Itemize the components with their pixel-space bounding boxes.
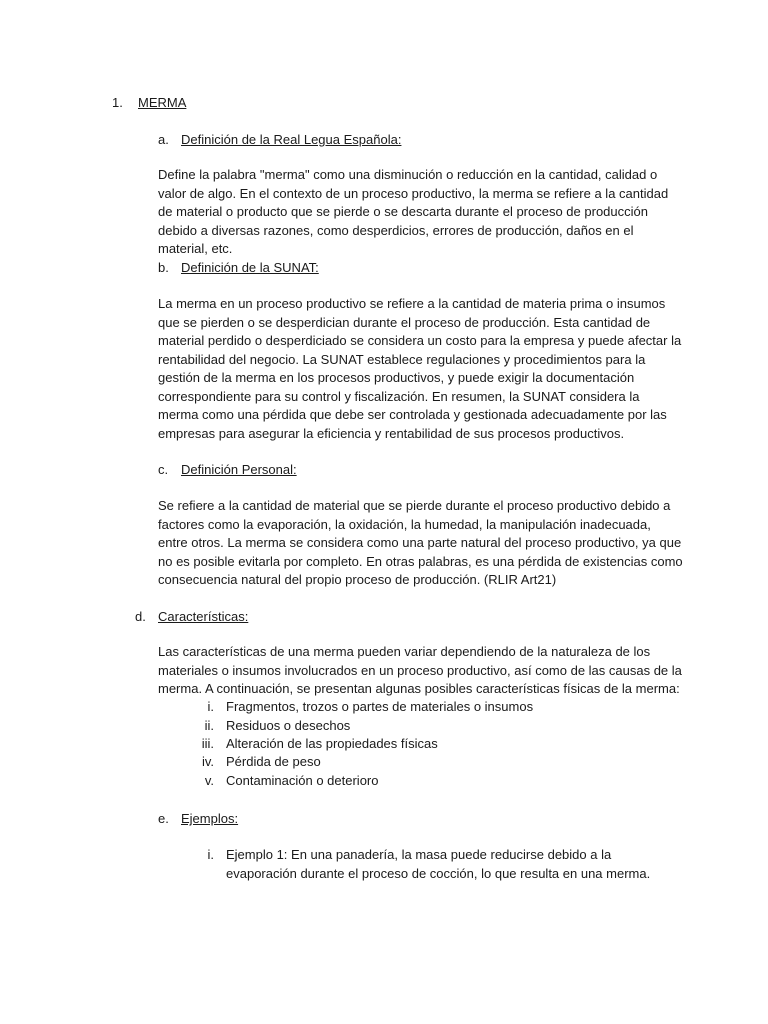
list-item-text: Residuos o desechos bbox=[226, 718, 351, 733]
subsection-label: b. bbox=[158, 260, 169, 275]
subsection-label: e. bbox=[158, 811, 169, 826]
subsection-a-paragraph: Define la palabra "merma" como una disminución o reducción en la cantidad, calidad o valor de algo. En el contexto de un proceso productivo, la merma se refiere a la cantidad de material o producto que se pierde o se descarta durante el proceso de producción debido a diversas razones, como desperdicios, errores de producción, daños en el material, etc. bbox=[158, 167, 669, 256]
subsection-d-paragraph: Las características de una merma pueden variar dependiendo de la naturaleza de los materiales o insumos involucrados en un proceso productivo, así como de las causas de la merma. A continuación, se presentan algunas posibles características físicas de la merma: bbox=[158, 644, 682, 696]
subsection-title: Ejemplos: bbox=[181, 811, 239, 826]
list-item-number: i. bbox=[207, 699, 214, 714]
subsection-c-heading bbox=[158, 461, 297, 480]
subsection-a-heading bbox=[158, 131, 401, 150]
list-item-number: iv. bbox=[201, 754, 214, 769]
section-number: 1. bbox=[112, 95, 123, 110]
subsection-b-heading bbox=[158, 259, 319, 278]
subsection-b-paragraph: La merma en un proceso productivo se refiere a la cantidad de materia prima o insumos que se pierden o se desperdician durante el proceso de producción. Esta cantidad de material perdido o desperdiciado se considera un costo para la empresa y puede afectar la rentabilidad del negocio. La SUNAT establece regulaciones y procedimientos para la gestión de la merma en los procesos productivos, y puede exigir la documentación correspondiente para su control y fiscalización. En resumen, la SUNAT considera la merma como una pérdida que debe ser controlada y gestionada adecuadamente por las empresas para asegurar la eficiencia y rentabilidad de sus procesos productivos. bbox=[158, 296, 682, 441]
subsection-title: Definición de la SUNAT: bbox=[181, 260, 319, 275]
list-item-number: ii. bbox=[204, 718, 214, 733]
subsection-title: Definición Personal: bbox=[181, 462, 297, 477]
section-title: MERMA bbox=[138, 95, 187, 110]
subsection-e-heading bbox=[158, 810, 238, 829]
example-number: i. bbox=[207, 847, 214, 862]
subsection-title: Definición de la Real Legua Española: bbox=[181, 132, 402, 147]
subsection-label: a. bbox=[158, 132, 169, 147]
list-item-number: iii. bbox=[201, 736, 214, 751]
section-heading bbox=[112, 94, 186, 113]
subsection-d-heading bbox=[135, 608, 248, 627]
list-item-text: Alteración de las propiedades físicas bbox=[226, 736, 438, 751]
list-item-text: Fragmentos, trozos o partes de materiales o insumos bbox=[226, 699, 534, 714]
subsection-c-paragraph: Se refiere a la cantidad de material que se pierde durante el proceso productivo debido a factores como la evaporación, la oxidación, la humedad, la manipulación inadecuada, entre otros. La merma se considera como una parte natural del proceso productivo, ya que no es posible evitarla por completo. En otras palabras, es una pérdida de existencias como consecuencia natural del propio proceso de producción. (RLIR Art21) bbox=[158, 498, 683, 587]
subsection-label: d. bbox=[135, 609, 146, 624]
subsection-title: Características: bbox=[158, 609, 249, 624]
example-text: Ejemplo 1: En una panadería, la masa puede reducirse debido a la evaporación durante el proceso de cocción, lo que resulta en una merma. bbox=[226, 847, 651, 881]
list-item-text: Contaminación o deterioro bbox=[226, 773, 379, 788]
list-item-number: v. bbox=[204, 773, 214, 788]
subsection-label: c. bbox=[158, 462, 169, 477]
list-item-text: Pérdida de peso bbox=[226, 754, 321, 769]
